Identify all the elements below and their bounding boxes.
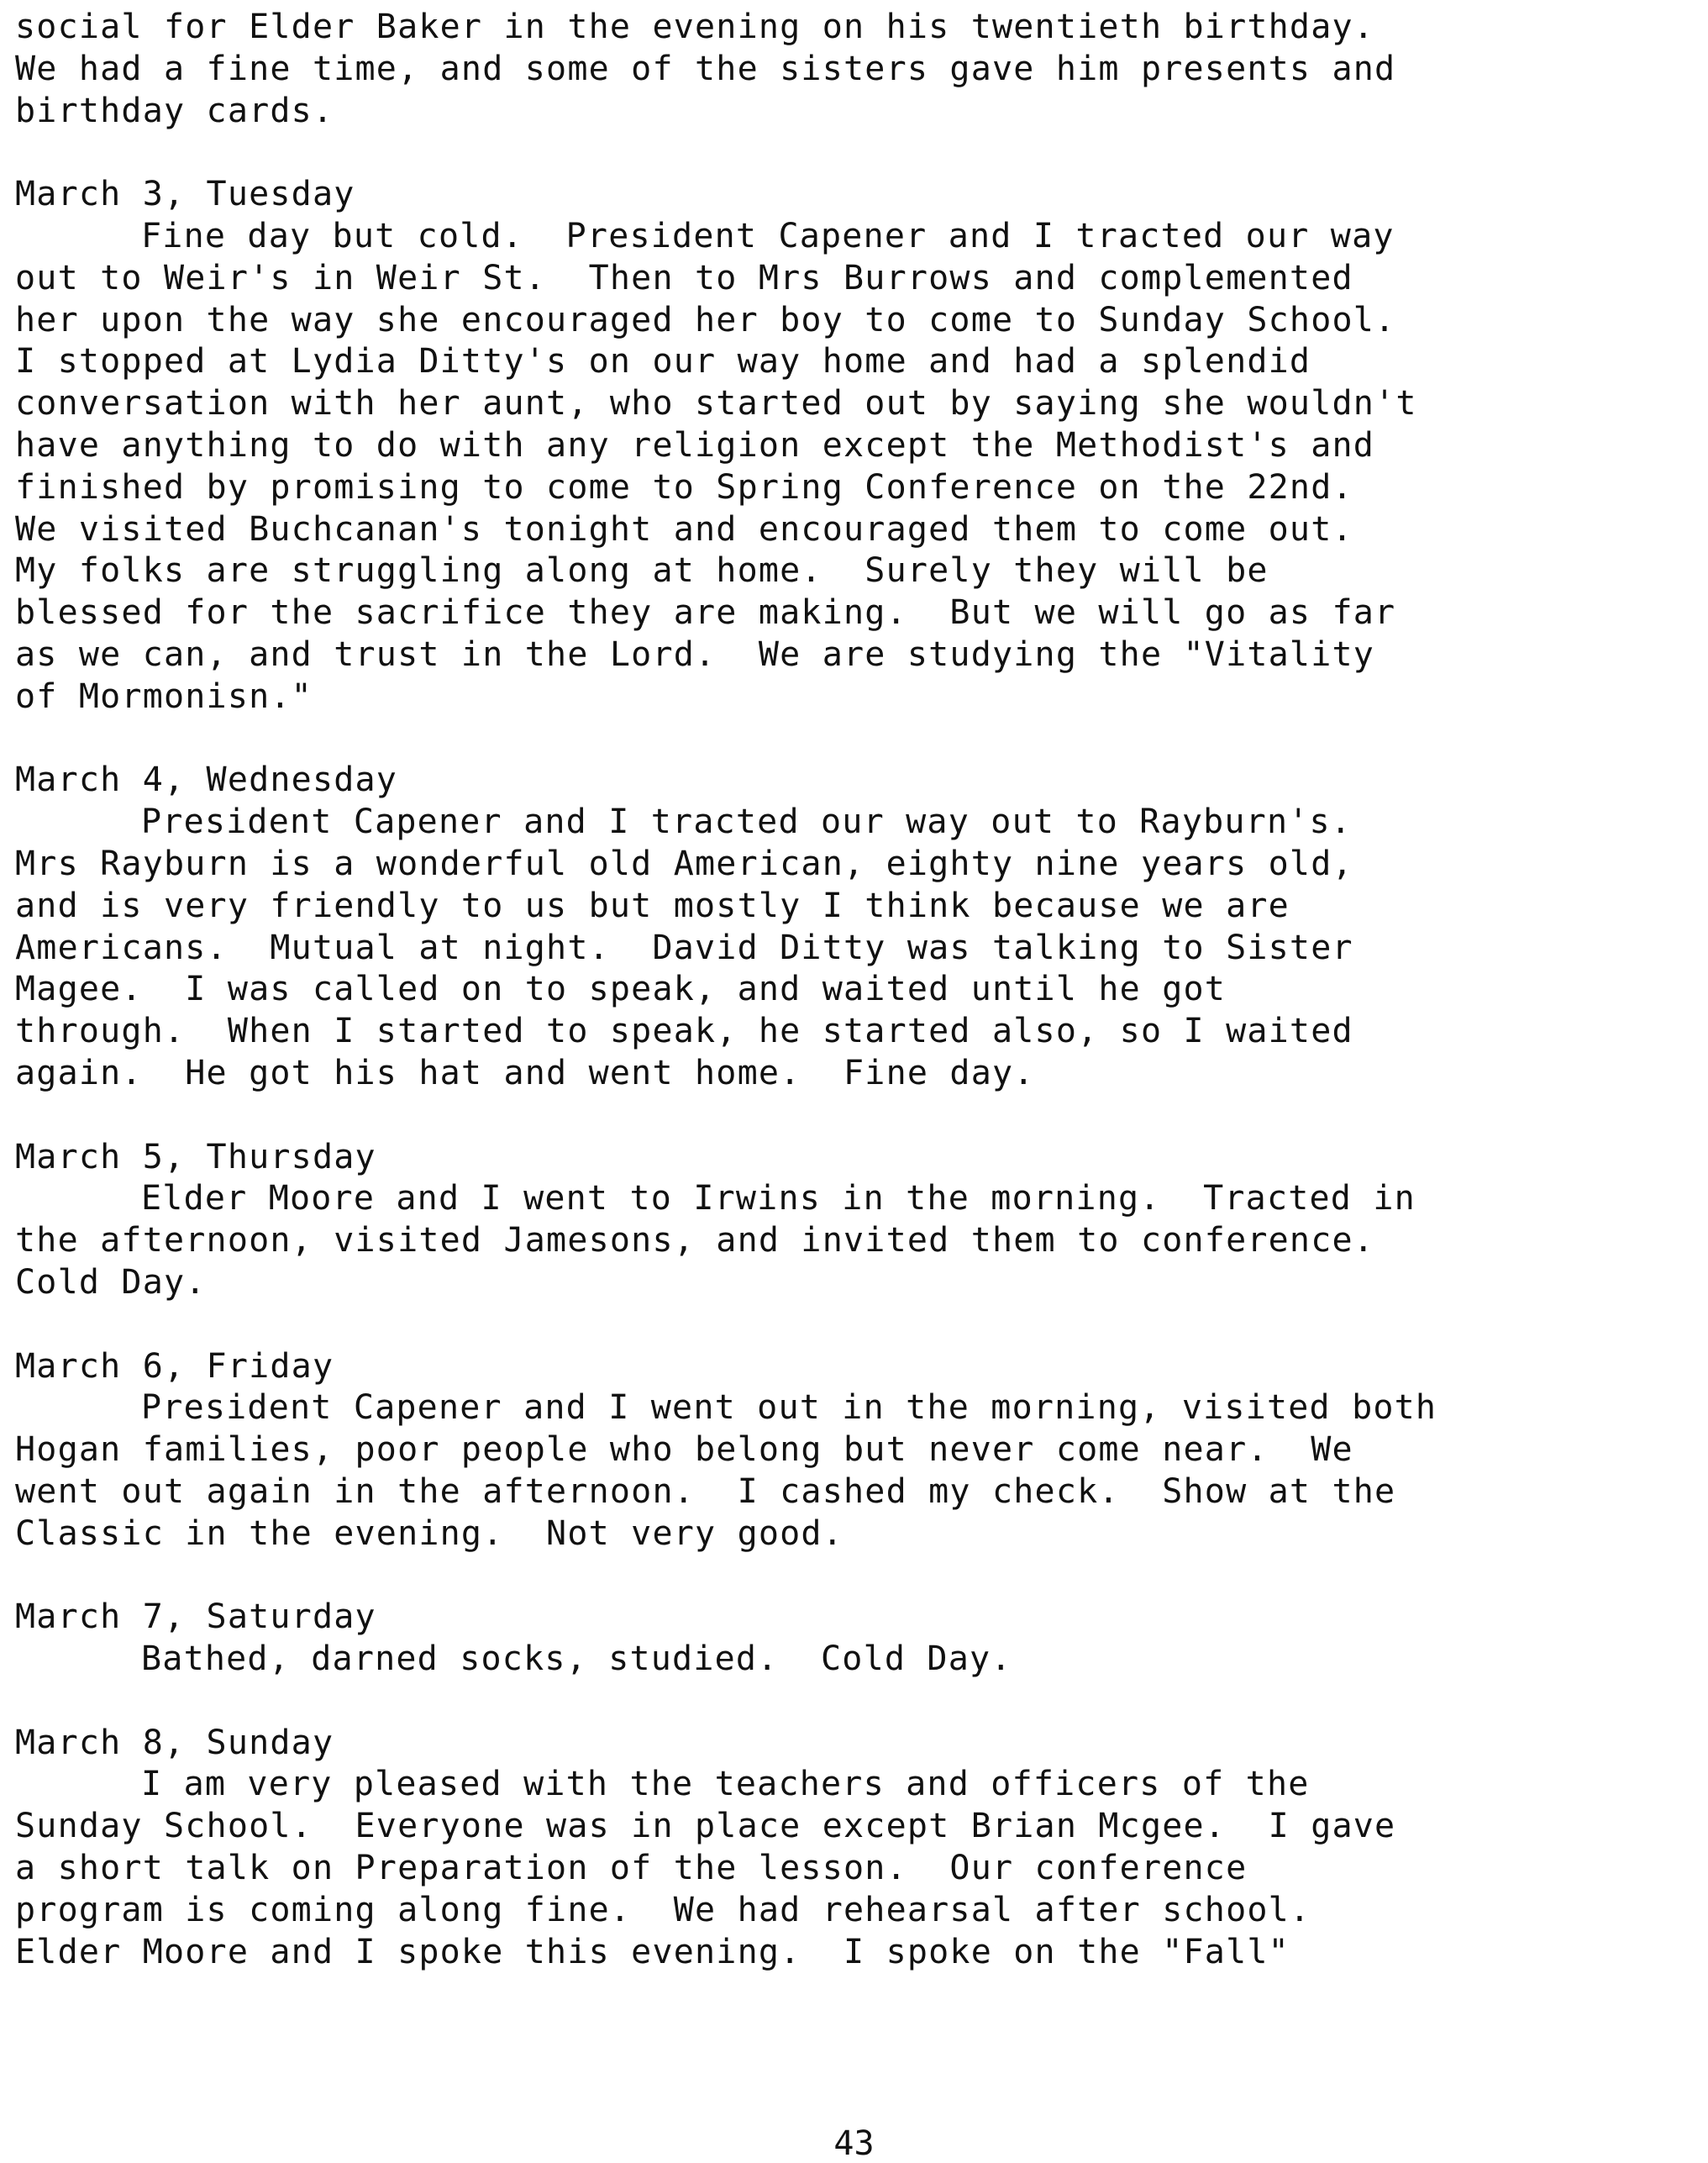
entry-date: March 6, Friday (15, 1346, 334, 1386)
text-line: have anything to do with any religion except the Methodist's and (15, 425, 1375, 465)
text-line: Classic in the evening. Not very good. (15, 1513, 843, 1553)
text-line: Fine day but cold. President Capener and I tracted our way (141, 216, 1395, 255)
text-line: We had a fine time, and some of the sisters gave him presents and (15, 49, 1396, 88)
text-line: out to Weir's in Weir St. Then to Mrs Burrows and complemented (15, 258, 1353, 297)
text-line: Americans. Mutual at night. David Ditty was talking to Sister (15, 928, 1353, 967)
entry-date: March 5, Thursday (15, 1137, 376, 1176)
text-line: of Mormonisn." (15, 676, 313, 716)
text-line: Sunday School. Everyone was in place except Brian Mcgee. I gave (15, 1807, 1396, 1846)
text-line: I am very pleased with the teachers and officers of the (141, 1765, 1310, 1804)
text-line: Mrs Rayburn is a wonderful old American, eighty nine years old, (15, 844, 1353, 883)
entry-march-4 (15, 760, 1695, 1094)
blank-line (15, 132, 1695, 174)
text-line: Cold Day. (15, 1262, 207, 1302)
entry-date: March 8, Sunday (15, 1723, 334, 1762)
text-line: social for Elder Baker in the evening on his twentieth birthday. (15, 8, 1375, 46)
entry-march-3 (15, 174, 1695, 718)
text-line: Bathed, darned socks, studied. Cold Day. (141, 1639, 1012, 1679)
text-line: finished by promising to come to Spring Conference on the 22nd. (15, 467, 1353, 507)
entry-march-8 (15, 1723, 1695, 1974)
text-line: program is coming along fine. We had rehearsal after school. (15, 1890, 1311, 1929)
blank-line (15, 1304, 1695, 1346)
text-line: Hogan families, poor people who belong but never come near. We (15, 1430, 1353, 1470)
entry-date: March 4, Wednesday (15, 760, 398, 800)
blank-line (15, 718, 1695, 760)
entry-march-6 (15, 1346, 1695, 1555)
text-line: We visited Buchcanan's tonight and encouraged them to come out. (15, 509, 1353, 549)
text-line: went out again in the afternoon. I cashed my check. Show at the (15, 1471, 1396, 1511)
text-line: conversation with her aunt, who started out by saying she wouldn't (15, 384, 1417, 424)
text-line: again. He got his hat and went home. Fine day. (15, 1053, 1035, 1092)
text-line: Elder Moore and I spoke this evening. I spoke on the "Fall" (15, 1932, 1290, 1971)
text-line: through. When I started to speak, he started also, so I waited (15, 1012, 1353, 1051)
entry-date: March 7, Saturday (15, 1597, 376, 1637)
page-number: 43 (833, 2124, 875, 2163)
text-line: blessed for the sacrifice they are making. But we will go as far (15, 593, 1396, 633)
text-line: a short talk on Preparation of the lesson. Our conference (15, 1849, 1248, 1888)
text-line: her upon the way she encouraged her boy to come to Sunday School. (15, 300, 1396, 339)
entry-date: March 3, Tuesday (15, 175, 355, 214)
blank-line (15, 1681, 1695, 1723)
text-line: as we can, and trust in the Lord. We are studying the "Vitality (15, 634, 1375, 674)
text-line: Elder Moore and I went to Irwins in the morning. Tracted in (141, 1179, 1416, 1218)
text-line: birthday cards. (15, 91, 334, 130)
text-line: the afternoon, visited Jamesons, and invited them to conference. (15, 1221, 1375, 1260)
text-line: Magee. I was called on to speak, and waited until he got (15, 970, 1227, 1009)
text-line: President Capener and I went out in the morning, visited both (141, 1388, 1437, 1428)
entry-march-5 (15, 1137, 1695, 1304)
blank-line (15, 1095, 1695, 1137)
blank-line (15, 1555, 1695, 1597)
text-line: President Capener and I tracted our way out to Rayburn's. (141, 803, 1353, 842)
entry-march-7 (15, 1597, 1695, 1681)
text-line: and is very friendly to us but mostly I think because we are (15, 886, 1290, 925)
text-line: I stopped at Lydia Ditty's on our way home and had a splendid (15, 342, 1311, 382)
intro-paragraph (15, 7, 1695, 132)
journal-page (15, 7, 1695, 1973)
text-line: My folks are struggling along at home. Surely they will be (15, 551, 1269, 591)
